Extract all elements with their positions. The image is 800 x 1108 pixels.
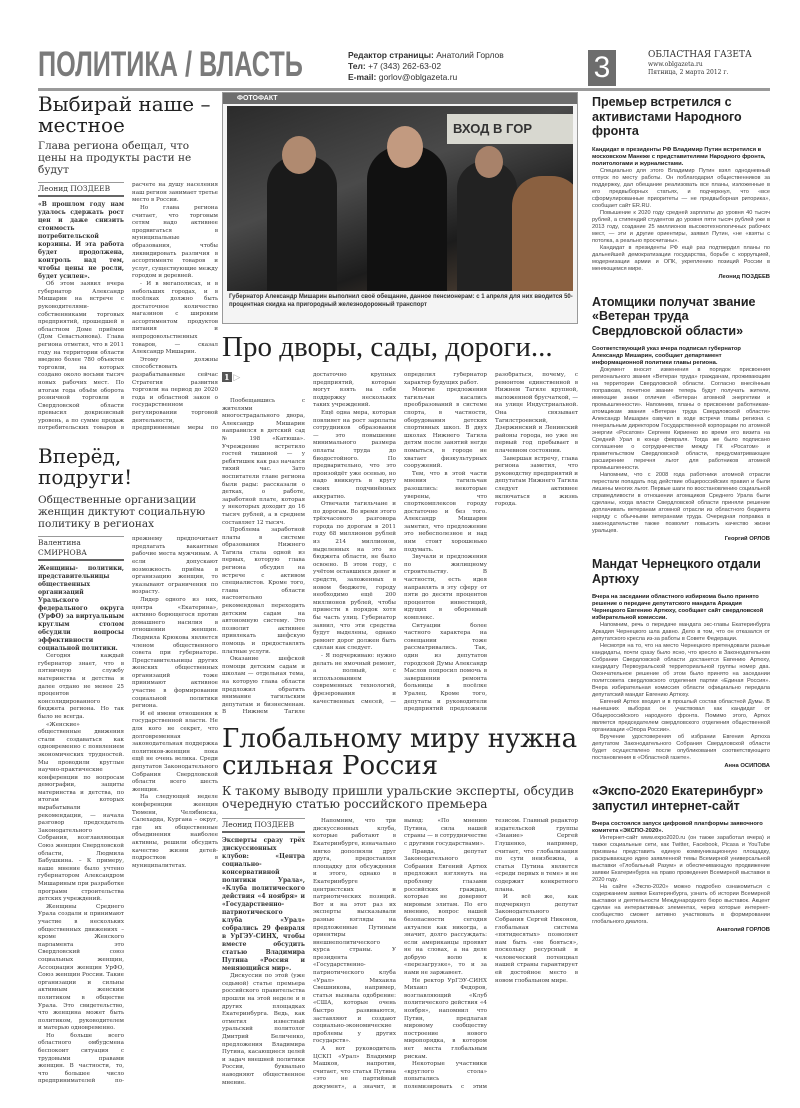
paragraph: И всё же, как подчеркнул депутат Законодательного Собрания Сергей Никонов, глобальная система «пятидесятых» позволяет нам быть «не бояться», поскольку ресурсный и человеческий потенциал нашей страны гарантирует ей достойное место в новом глобальном мире. bbox=[495, 894, 578, 984]
email-label: E-mail: bbox=[348, 72, 377, 82]
article-body bbox=[222, 372, 578, 718]
paragraph: Кандидат в президенты РФ ещё раз подтвердил планы по дальнейшей демократизации государства, борьбе с коррупцией, модернизации армии и ОПК, укреплению позиций России в меняющемся мире. bbox=[592, 244, 770, 272]
header-rule bbox=[38, 88, 770, 91]
paragraph: Вручение удостоверения об избрании Евгения Артюха депутатом Законодательного Собрания Свердловской области будет осуществлено после опубликования соответствующего постановления в «Областной газете». bbox=[592, 734, 770, 761]
paragraph: Этому должны способствовать разрабатываемые сейчас Стратегия развития торговли на период до 2020 года и областной закон о государственном регулировании торговой деятельности, предприниемые меры по bbox=[132, 356, 218, 432]
tel: +7 (343) 262-63-02 bbox=[368, 61, 442, 71]
paragraph: - Я подчеркиваю: нужно делать не ямочный ремонт, а полный, с использованием современных технологий, фрезерования и качественных смесей, — определил губернатор характер будущих работ. bbox=[313, 372, 487, 705]
paragraph: Ситуации более частного характера на совещании тоже рассматривались. Так, один из депутатов городской Думы Александр Маслов попросил помочь в завершении ремонта больницы в посёлке Уралец. Кроме того, депутаты и руководители предприятий предложили разобраться, почему, с ремонтом единственной в Нижнем Тагиле крупной, выложенной брусчаткой, — на улице Индустриальной. Она связывает Тагилстроевский, Дзержинский и Ленинский районы города, но уже не первый год пребывает в плачевном состоянии. bbox=[404, 372, 578, 713]
editor-info bbox=[348, 50, 504, 83]
story-title: Премьер встретился с активистами Народного фронта bbox=[592, 95, 742, 138]
paragraph: Напомним, речь о передаче мандата экс-главы Екатеринбурга Аркадия Чернецкого шла давно. Дело в том, что он отказался от депутатского кресла из-за работы в Совете Федерации. bbox=[592, 622, 770, 642]
paragraph: Но больше всего областного омбудсмена беспокоит ситуация с трудовыми правами женщин. В частности, то, что большее число предпринимателей по-прежнему предпочитает предлагать вакантные рабочие места мужчинам. А если допускают возможность приёма в организацию женщин, то указывают ограничения по возрасту. bbox=[38, 536, 218, 1085]
paragraph: «Женские» общественные движения стали создаваться как одновременно с появлением экономических трудностей. Мы проводили круглые научно-практические конференции по вопросам демографии, защиты материнства и детства, по итогам которых вырабатывали рекомендации, — начала разговор председатель Законодательного Собрания, возглавляющая Союз женщин Свердловской области, Людмила Бабушкина. – К примеру, наше мнение было учтено губернатором Александром Мишариным при разработке программ строительства детских учреждений. bbox=[38, 721, 124, 903]
paragraph: Евгений Артюх входил и в прошлый состав областной Думы. В нынешних выборах он участвовал как кандидат от Общероссийского народного фронта. Помимо этого, Артюх является председателем свердловского отделения общественной организации «Опора России». bbox=[592, 699, 770, 733]
article-title: Про дворы, сады, дороги... bbox=[222, 331, 553, 363]
sidebar-story bbox=[592, 557, 770, 770]
news-photo bbox=[227, 106, 573, 291]
paragraph: Интернет-сайт www.expo2020.ru (он также заработал вчера) и также социальные сети, как Twitter, Facebook, Picasa и YouTube призваны представить единую коммуникационную площадку, раскрывающую идею заявленной темы Всемирной универсальной выставки «Глобальный Разум» и обеспечивающую продвижение заявки Екатеринбурга на право проведения Всемирной выставки в 2020 году. bbox=[592, 835, 770, 883]
photo-sign: ВХОД В ГОР bbox=[447, 114, 573, 144]
marker-number: 1 bbox=[224, 372, 230, 382]
news-sidebar bbox=[592, 95, 770, 1095]
paragraph: А вот руководитель ЦСКП «Урал» Владимир Машков, напротив, считает, что статья Путина «это не партийный документ», а значит, и вывод: «По мнению Путина, сила нашей страны — в сотрудничестве с другими государствами». bbox=[313, 818, 487, 1090]
editor-name: Анатолий Горлов bbox=[436, 50, 504, 60]
sidebar-story bbox=[592, 784, 770, 934]
paragraph: Напомним, что три дискуссионных клуба, которые работают в Екатеринбурге, изначально мягко дополняли друг друга, предоставляя площадку для обсуждения и этого, однако в Екатеринбурге центристских и патриотических позиций. Вот и на этот раз их эксперты высказывали разные взгляды на предложенные Путиным ориентиры внешнеполитического курса страны. У президента «Государственно-патриотического клуба «Урал» Михаила Свешникова, например, статья вызвала одобрение: «США, которые очень быстро развиваются, заставляют и создают социально-экономические проблемы у других государств». bbox=[313, 818, 396, 1045]
story-lead: Вчера на заседании областного избиркома было принято решение о передаче депутатского мандата Аркадия Чернецкого Евгению Артюху, сообщает сайт свердловской избирательной комиссии. bbox=[592, 594, 764, 621]
story-body bbox=[592, 622, 770, 762]
paragraph: Повышение к 2020 году средней зарплаты до уровня 40 тысяч рублей, а стипендий студентов до уровня пяти тысяч рублей уже в 2013 году, создание 25 миллионов высокотехнологичных рабочих мест, — эти и другие ориентиры, заявил Путин, «не «взяты с потолка, а реально просчитаны». bbox=[592, 209, 770, 244]
tel-label: Тел: bbox=[348, 61, 366, 71]
section-title: ПОЛИТИКА / ВЛАСТЬ bbox=[38, 45, 303, 84]
paragraph: И её имени отношения к государственной власти. Не для кого не секрет, что долговременная законодательная поддержка политиков-женщин пока ещё не очень велика. Среди депутатов Законодательного Собрания Свердловской области всего шесть женщин. bbox=[132, 710, 218, 793]
paper-site[interactable]: www.oblgazeta.ru bbox=[648, 61, 703, 68]
story-lead: Вчера состоялся запуск цифровой платформы заявочного комитета «ЭКСПО-2020». bbox=[592, 821, 763, 834]
paragraph: Некоторые участники «круглого стола» попытались полемизировать с этим тезисом. Главный редактор издательской группы «Знание» Сергей Глушенко, например, считает, что глобализация по сути неизбежна, а статья Путина является «среди первых в теме» и не содержит конкретного плана. bbox=[404, 818, 578, 1090]
paragraph: Несмотря на то, что на место Чернецкого претендовали разные кандидаты, почти сразу было ясно, что кресло в Законодательном Собрании Свердловской области достанется Евгению Артюху, кандидату Первоуральской территориальной группы номер два. Окончательное решение об этом было принято на заседании политсовета свердловского отделения партии «Единая Россия». Вчера избирательная комиссия области официально передала депутатский мандат Евгению Артюху. bbox=[592, 643, 770, 698]
article-subtitle: Глава региона обещал, что цены на продукты расти не будут bbox=[38, 140, 192, 177]
article-body bbox=[38, 536, 218, 1090]
article-lead: «В прошлом году нам удалось сдержать рост цен и даже снизить стоимость потребительской корзины. И эта работа будет продолжена, контроль над тем, чтобы цены не росли, будет усилен». bbox=[38, 201, 124, 281]
photo-tag: ФОТОФАКТ bbox=[223, 93, 577, 104]
article-byline: Леонид ПОЗДЕЕВ bbox=[38, 182, 124, 197]
email-link[interactable]: gorlov@oblgazeta.ru bbox=[378, 72, 458, 82]
story-body bbox=[592, 168, 770, 273]
article-lead: Женщины- политики, представительницы общественных организаций Уральского федерального округа (УрФО) за виртуальным круглым столом обсудили вопросы эффективности социальной политики. bbox=[38, 565, 124, 653]
story-body bbox=[592, 835, 770, 926]
article-body bbox=[222, 818, 578, 1092]
paragraph: Тем, что в этой части мнения тагильчан разошлись: некоторые уверены, что спорткомплексов городу достаточно и без того. Александр Мишарин заметил, что предложение это небесполезное и над ним стоит хорошенько подумать. bbox=[404, 470, 487, 553]
paragraph: Отвечали тагильчане и по дорогам. Во время этого трёхчасового разговора города по дорогам в 2011 году 68 миллионов рублей из 214 миллионов, выделенных на это из бюджета области, не было освоено. В этом году, с учётом оставшихся денег и средств, заложенных в новом бюджете, городу необходимо ещё 200 миллионов рублей, чтобы привести в порядок хотя бы часть улиц. Губернатор заявил, что эти средства будут выделены, однако ремонт дорог должен быть сделан как следует. bbox=[313, 501, 396, 652]
paragraph: Проблема заработной платы в системе образования Нижнего Тагила стала одной из первых, которую глава региона обсудил на встрече с активом специалистов. Кроме того, глава области настоятельно рекомендовал переходить детским садам на автономную систему. Это позволит активнее привлекать шефскую помощь и предоставлять платные услуги. bbox=[222, 527, 305, 655]
arrow-icon: ▷ bbox=[233, 373, 241, 383]
paragraph: Напомним, что с 2008 года работники атомной отрасли перестали попадать под действие общероссийских правил и были лишены многих льгот. Первые шаги по восстановлению социальной справедливости в отношении атомщиков Среднего Урала были сделаны, когда власти Свердловской области приняли решение доплачивать ветеранам атомной отрасли из областного бюджета наряду с обычными ветеранами труда. Очередная поправка в законодательстве также позволит повысить качество жизни уральцев. bbox=[592, 472, 770, 534]
story-author: Анна ОСИПОВА bbox=[724, 763, 770, 769]
article-byline: Валентина СМИРНОВА bbox=[38, 536, 124, 561]
photo-fact bbox=[222, 92, 578, 324]
paragraph: Женщины Среднего Урала создали и принимают участие в нескольких общественных движениях – кроме Женского парламента это Свердловский союз социальных женщин, Ассоциация женщин УрФО, Союз женщин России. Такие организации и сильны активным женским политиком в обществе Урала. Это свидетельство, что женщина может быть политиком, руководителем и матерью одновременно. bbox=[38, 903, 124, 1032]
article-global-russia bbox=[222, 726, 578, 1092]
sidebar-story bbox=[592, 295, 770, 544]
article-body bbox=[38, 182, 218, 438]
article-lead: Эксперты сразу трёх дискуссионных клубов: «Центра социально-консервативной политики Урала», «Клуба политического действия «4 ноября» и «Государственно-патриотического клуба «Урал» собрались 29 февраля в УрГЭУ-СИНХ, чтобы вместе обсудить статью Владимира Путина «Россия и меняющийся мир». bbox=[222, 837, 305, 973]
paragraph: Звучали и предложения по жилищному строительству. В частности, есть идея направлять в эту сферу от пяти до десяти процентов процентов инвестиций, идущих в оборонный комплекс. bbox=[404, 554, 487, 621]
paper-name: ОБЛАСТНАЯ ГАЗЕТА bbox=[648, 50, 752, 60]
paragraph: Об этом заявил вчера губернатор Александр Мишарин на встрече с руководителями-собственниками торговых предприятий, прошедшей в областном Доме приёмов (Дом Севастьянова). Глава региона отметил, что в 2011 году на территории области введено более 780 объектов торговли, на которых создано около восьми тысяч новых рабочих мест. По итогам года объём оборота розничной торговли в Свердловской области превысил докризисный уровень, а по сумме продаж потребительских товаров в расчете на душу населения наш регион занимает третье место в России. bbox=[38, 182, 218, 432]
story-title: Мандат Чернецкого отдали Артюху bbox=[592, 557, 761, 586]
paragraph: Многие предложения тагильчан касались преобразований в системе спорта, в частности, оборудования детских спортивных школ. В двух школах Нижнего Тагила детям после занятий негде помыться, в городе не хватает физкультурных сооружений. bbox=[404, 387, 487, 470]
paragraph: - И в мегаполисах, и в небольших городах, и в посёлках должно быть достаточное количество магазинов с широким ассортиментом продуктов питания и непродовольственных товаров, — сказал Александр Мишарин. bbox=[132, 280, 218, 356]
paragraph: На сайте «Экспо-2020» можно подробно ознакомиться с содержанием заявки Екатеринбурга, узнать об истории Всемирной выставки и деятельности Международного бюро выставок. Акцент сделан на интерактивных элементах, через которые интернет-сообщество сможет активно участвовать в формировании глобального диалога. bbox=[592, 884, 770, 925]
article-yards bbox=[222, 330, 578, 718]
photo-caption: Губернатор Александр Мишарин выполнил своё обещание, данное пенсионерам: с 1 апреля для них вводится 50-процентная скидка на пригородный железнодорожный транспорт bbox=[229, 294, 573, 308]
paragraph: Правда, депутат Законодательного Собрания Евгений Артюх предложил взглянуть на проблему глазами российских граждан, которые не доверяют мировым элитам. По его мнению, вопрос нашей безопасности сегодня актуален как никогда, а значит, долго рассуждать: если американцы проявят не на словах, а на деле добрую волю к «перезагрузке», то и за нами не заржавеет. bbox=[404, 848, 487, 977]
story-author: Анатолий ГОРЛОВ bbox=[716, 927, 770, 933]
article-subtitle: К такому выводу пришли уральские эксперты, обсудив очередную статью российского премьера bbox=[222, 783, 574, 812]
story-lead: Кандидат в президенты РФ Владимир Путин встретился в московском Манеже с представителями Народного фронта, политологами и журналистами. bbox=[592, 146, 766, 167]
continuation-marker bbox=[222, 372, 305, 384]
paper-info bbox=[648, 50, 752, 77]
story-author: Леонид ПОЗДЕЕВ bbox=[718, 273, 770, 280]
paragraph: Пообещавшись с жителями многострадального двора, Александр Мишарин направился в детский сад № 198 «Катюша». Учреждение встретило гостей тишиной — у ребятишек как раз начался тихий час. Зато воспитатели главе региона были рады: рассказали о детках, о работе, заработной плате, которая у некоторых доходит до 16 тысяч рублей, а в среднем составляет 12 тысяч. bbox=[222, 398, 305, 526]
story-title: Атомщики получат звание «Ветеран труда Свердловской области» bbox=[592, 294, 756, 338]
paragraph: Лидер одного из них, центра «Екатерина», активно борющегося против домашнего насилия в отношении женщин. Людмила Крюкова является членом общественного совета при губернаторе. Представительницы других женских общественных организаций тоже принимают активное участие в формировании социальной политики региона. bbox=[132, 596, 218, 710]
paragraph: Но глава региона считает, что торговым сетям надо активнее продвигаться в муниципальные образования, чтобы ликвидировать различия в ассортименте товаров и услуг, существующие между городом и деревней. bbox=[132, 204, 218, 280]
paragraph: На следующей неделе конференции женщин Тюмени, Челябинска, Салехарда, Кургана – округ, где их общественные объединения наиболее активны, решили обсудить качество жизни детей-подростков в муниципалитетах. bbox=[132, 794, 218, 869]
article-local-products bbox=[38, 94, 218, 438]
article-women bbox=[38, 446, 218, 1090]
page-number: 3 bbox=[588, 50, 616, 86]
story-lead: Соответствующий указ вчера подписал губернатор Александр Мишарин, сообщает департамент информационной политики главы региона. bbox=[592, 346, 741, 366]
story-title: «Экспо-2020 Екатеринбург» запустил интернет-сайт bbox=[592, 784, 764, 813]
article-title: Вперёд, подруги! bbox=[38, 446, 133, 489]
paragraph: Завершая встречу, глава региона заметил, что руководству предприятий и депутатам Нижнего Тагила следует активнее включаться в жизнь города. bbox=[495, 455, 578, 508]
paragraph: Не ректор УрГЭУ-СИНХ Михаил Федоров, возглавляющий «Клуб политического действия «4 ноября», напомнил что Путин, предлагая мировому сообществу построение нового миропорядка, в котором нет места глобальным рискам. bbox=[404, 977, 487, 1060]
article-byline: Леонид ПОЗДЕЕВ bbox=[222, 818, 305, 833]
paragraph: Документ вносит изменения в порядок присвоения регионального звания «Ветеран труда» гражданам, проживающим на территории Свердловской области. Согласно внесённым поправкам, почетное звание теперь будут получать жители, имеющие знаки отличия «Ветеран атомной энергетики и промышленности». Напомним, планы о присвоении работникам-атомщикам звания «Ветеран труда Свердловской области» Александр Мишарин озвучил в ходе встречи главы региона с генеральным директором Государственной корпорации по атомной энергии «Росатом» Сергеем Кириенко во время его визита на Средний Урал в конце февраля. Тогда же было подписано соглашение о сотрудничестве между ГК «Росатом» и правительством Свердловской области, предусматривающее расширение перечня льгот для работников атомной промышленности. bbox=[592, 367, 770, 471]
paragraph: Ещё одна мера, которая повлияет на рост зарплаты сотрудников образования — это повышение минимального размера оплаты труда до биодостойного. По предварительно, что это произойдёт уже осенью, но надо вникнуть в кругу своих подчинённых аккуратно. bbox=[313, 409, 396, 500]
paper-date: Пятница, 2 марта 2012 г. bbox=[648, 69, 729, 76]
story-author: Георгий ОРЛОВ bbox=[724, 536, 770, 542]
article-subtitle: Общественные организации женщин диктуют социальную политику в регионах bbox=[38, 494, 206, 531]
paragraph: Дискуссии по этой (уже седьмой) статье премьера российского правительства прошли на этой неделе и в других площадках Екатеринбурга. Ведь, как отметил известный уральский политолог Дмитрий Беличенко, предложения Владимира Путина, касающиеся целей и задач внешней политики России, буквально наводняют общественное мнение. bbox=[222, 973, 305, 1086]
sidebar-story bbox=[592, 95, 770, 281]
story-body bbox=[592, 367, 770, 535]
article-title: Глобальному миру нужна сильная Россия bbox=[222, 726, 578, 782]
paragraph: Специально для этого Владимир Путин взял однодневный отпуск по месту работы. Он поблагодарил общественников за поддержку, дал обещание реализовать все планы, изложенные в его предвыборных статьях, и подчеркнул, что «все сформулированные приоритеты — не предвыборная риторика», сообщает сайт ER.RU. bbox=[592, 167, 770, 209]
paragraph: Сегодня каждый губернатор знает, что в пятничную службу материнства и детства и далее отдано не менее 25 процентов консолидированного бюджета региона. Но так было не всегда. bbox=[38, 653, 124, 720]
editor-label: Редактор страницы: bbox=[348, 50, 434, 60]
paragraph: Оказание шефской помощи детским садам и школам — отдельная тема, на которую глава области предложил обратить внимание тагильским депутатам и бизнесменам. В Нижнем Тагиле достаточно крупных предприятий, которые могут взять на себя поддержку нескольких таких учреждений. bbox=[222, 372, 396, 716]
article-title: Выбирай наше – местное bbox=[38, 94, 211, 137]
